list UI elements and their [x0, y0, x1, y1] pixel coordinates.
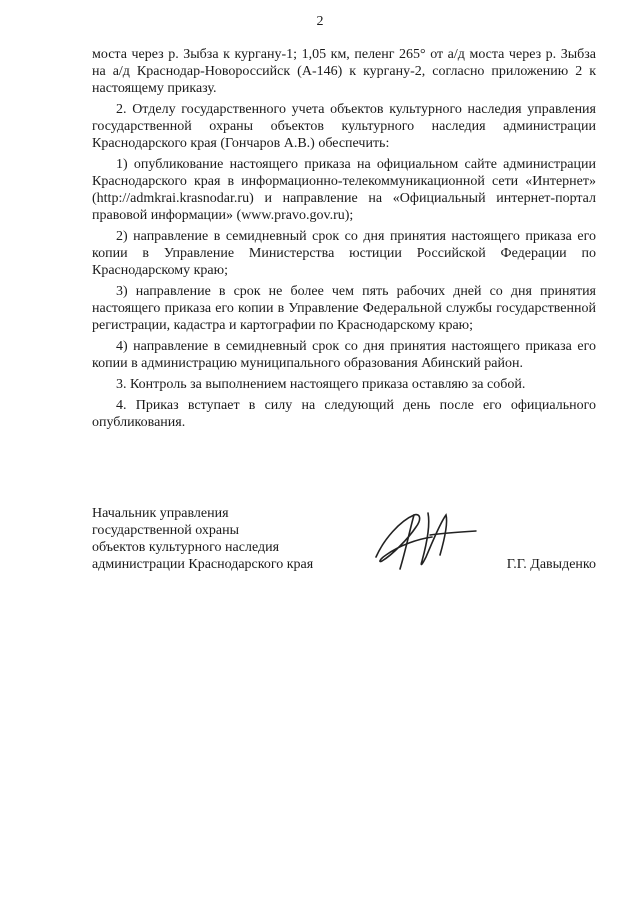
- document-body: [92, 46, 596, 435]
- paragraph-item-3: 3. Контроль за выполнением настоящего приказа оставляю за собой.: [116, 377, 526, 392]
- paragraph-subitem-3: 3) направление в срок не более чем пять рабочих дней со дня принятия настоящего приказа его копии в Управление Федеральной службы государственной регистрации, кадастра и картографии по Краснодарскому краю;: [92, 284, 596, 333]
- signatory-title-line: государственной охраны: [92, 523, 240, 538]
- paragraph-subitem-1: 1) опубликование настоящего приказа на официальном сайте администрации Краснодарского края в информационно-телекоммуникационной сети «Интернет» (http://admkrai.krasnodar.ru) и направление на «Официальный интернет-портал правовой информации» (www.pravo.gov.ru);: [92, 157, 596, 223]
- paragraph-continuation: моста через р. Зыбза к кургану-1; 1,05 км, пеленг 265° от а/д моста через р. Зыбза на а/д Краснодар-Новороссийск (А-146) к кургану-2, согласно приложению 2 к настоящему приказу.: [92, 47, 596, 96]
- paragraph-item-4: 4. Приказ вступает в силу на следующий день после его официального опубликования.: [92, 398, 596, 430]
- signatory-title-line: Начальник управления: [92, 506, 229, 521]
- signatory-title-line: объектов культурного наследия: [92, 540, 280, 555]
- signatory-name: Г.Г. Давыденко: [506, 557, 596, 572]
- paragraph-item-2: 2. Отделу государственного учета объектов культурного наследия управления государственной охраны объектов культурного наследия администрации Краснодарского края (Гончаров А.В.) обеспечить:: [92, 102, 596, 151]
- signature-block: [92, 505, 596, 585]
- handwritten-signature: [370, 499, 480, 575]
- page-number: 2: [316, 14, 324, 29]
- paragraph-subitem-2: 2) направление в семидневный срок со дня принятия настоящего приказа его копии в Управление Министерства юстиции Российской Федерации по Краснодарскому краю;: [92, 229, 596, 278]
- signatory-title: [92, 505, 352, 573]
- paragraph-subitem-4: 4) направление в семидневный срок со дня принятия настоящего приказа его копии в администрацию муниципального образования Абинский район.: [92, 339, 596, 371]
- signatory-title-line: администрации Краснодарского края: [92, 557, 314, 572]
